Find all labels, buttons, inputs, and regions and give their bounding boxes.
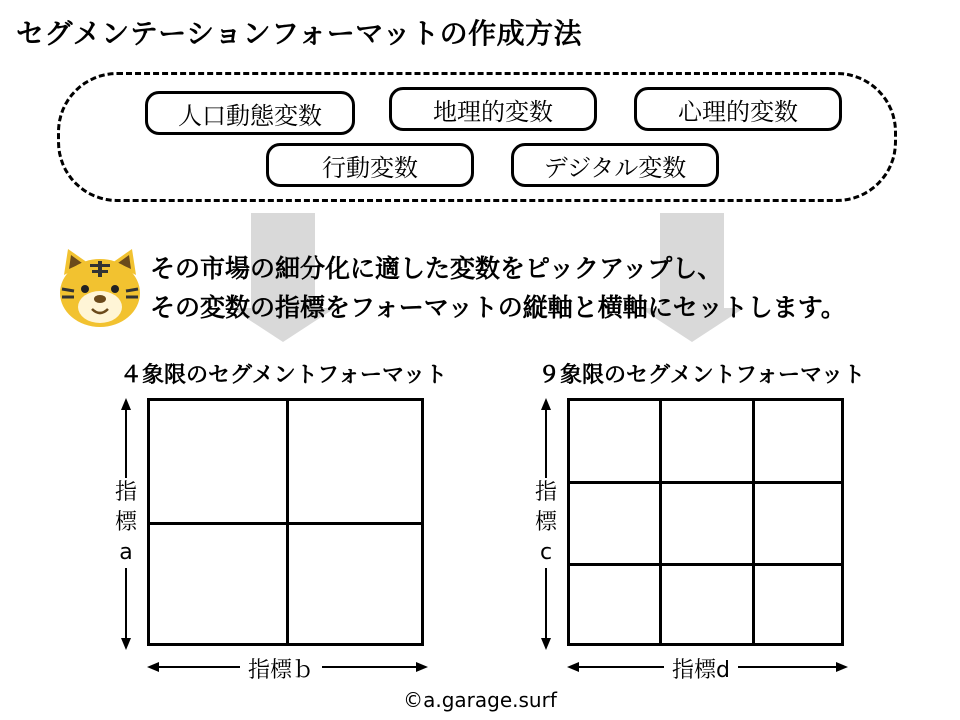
variable-behavioral: 行動変数 bbox=[266, 143, 474, 187]
description-line-2: その変数の指標をフォーマットの縦軸と横軸にセットします。 bbox=[150, 293, 846, 322]
tiger-mascot-icon bbox=[58, 245, 142, 329]
variable-geographic: 地理的変数 bbox=[389, 87, 597, 131]
format-1-v-label: 指 標 a bbox=[111, 478, 141, 568]
format-1-title: ４象限のセグメントフォーマット bbox=[120, 363, 448, 388]
format-2-title: ９象限のセグメントフォーマット bbox=[538, 363, 866, 388]
grid-line bbox=[150, 522, 421, 525]
grid-line bbox=[659, 401, 662, 643]
format-2-v-label: 指 標 c bbox=[531, 478, 561, 568]
format-1-h-label: 指標ｂ bbox=[240, 653, 322, 684]
variable-demographic: 人口動態変数 bbox=[145, 91, 355, 135]
grid-line bbox=[570, 481, 841, 484]
variable-digital: デジタル変数 bbox=[511, 143, 719, 187]
copyright: ©a.garage.surf bbox=[403, 688, 557, 712]
page-title: セグメンテーションフォーマットの作成方法 bbox=[16, 17, 583, 50]
format-2-h-label: 指標d bbox=[664, 653, 738, 684]
grid-line bbox=[570, 563, 841, 566]
variable-psychographic: 心理的変数 bbox=[634, 87, 842, 131]
grid-line bbox=[752, 401, 755, 643]
format-1-grid bbox=[147, 398, 424, 646]
format-2-grid bbox=[567, 398, 844, 646]
description-line-1: その市場の細分化に適した変数をピックアップし、 bbox=[150, 254, 723, 283]
